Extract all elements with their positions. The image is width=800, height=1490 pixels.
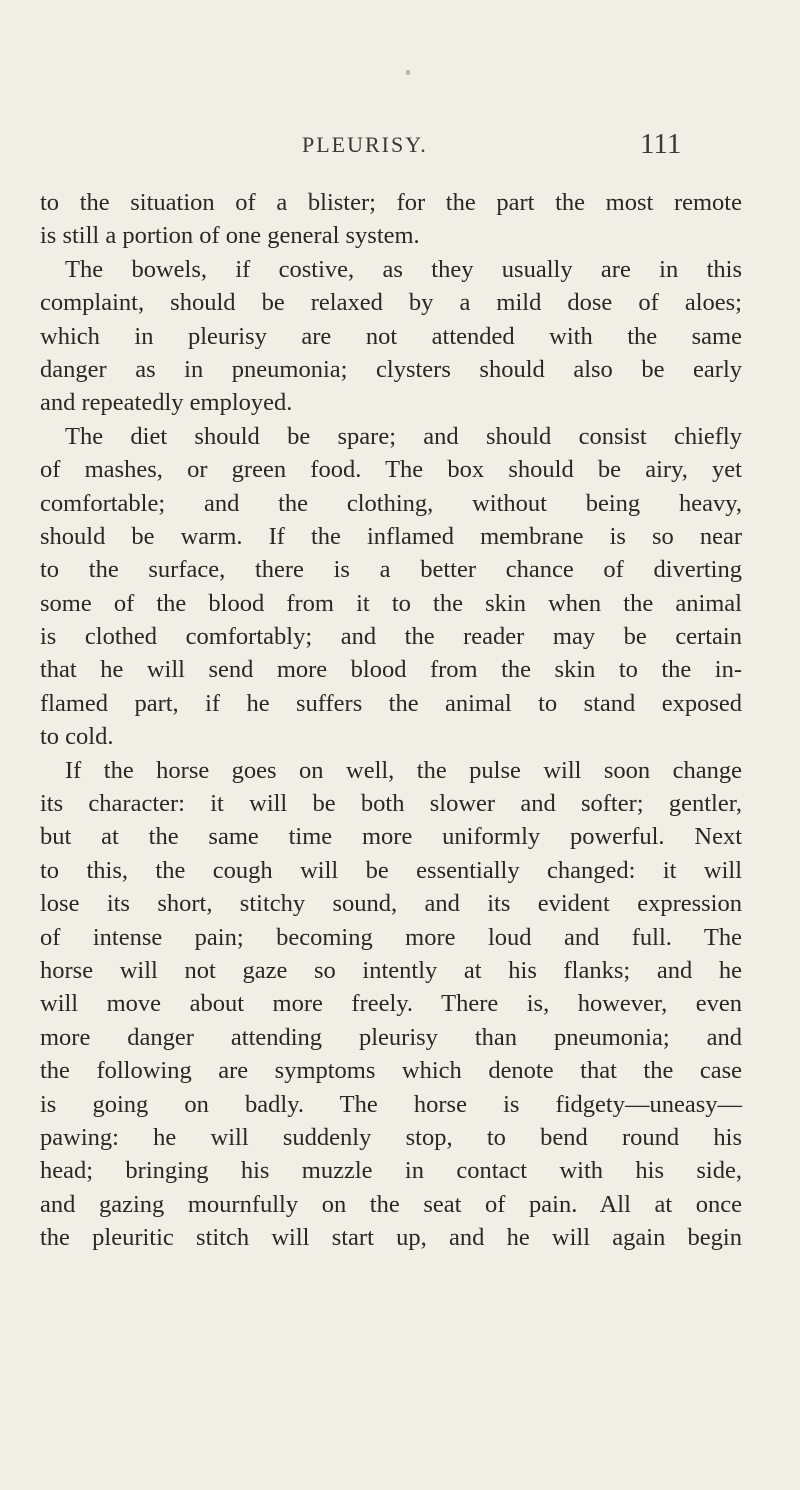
page-number: 111 — [640, 128, 682, 160]
text-line: danger as in pneumonia; clysters should also be early — [40, 355, 742, 383]
body-text — [40, 186, 742, 1255]
text-line: should be warm. If the inflamed membrane is so near — [40, 522, 742, 550]
running-title: PLEURISY. — [302, 132, 428, 157]
text-line: and repeatedly employed. — [40, 389, 293, 417]
text-line: horse will not gaze so intently at his flanks; and he — [40, 956, 742, 984]
text-line: that he will send more blood from the skin to the in- — [40, 656, 742, 684]
text-line: but at the same time more uniformly powerful. Next — [40, 823, 742, 851]
running-head — [0, 128, 800, 168]
ink-speck — [406, 70, 410, 75]
text-line: lose its short, stitchy sound, and its evident expression — [40, 890, 742, 918]
text-line: pawing: he will suddenly stop, to bend round his — [40, 1123, 742, 1151]
text-line: will move about more freely. There is, however, even — [40, 990, 742, 1018]
text-line: is still a portion of one general system. — [40, 222, 420, 250]
text-line: to the surface, there is a better chance of diverting — [40, 556, 742, 584]
text-line: complaint, should be relaxed by a mild dose of aloes; — [40, 289, 742, 317]
text-line: more danger attending pleurisy than pneumonia; and — [40, 1023, 742, 1051]
text-line: to cold. — [40, 723, 114, 751]
paragraph-first-line: The bowels, if costive, as they usually are in this — [65, 255, 742, 283]
text-line: some of the blood from it to the skin when the animal — [40, 589, 742, 617]
text-line: the pleuritic stitch will start up, and he will again begin — [40, 1224, 742, 1252]
text-line: the following are symptoms which denote that the case — [40, 1057, 742, 1085]
text-line: which in pleurisy are not attended with the same — [40, 322, 742, 350]
text-line: comfortable; and the clothing, without being heavy, — [40, 489, 742, 517]
text-line: its character: it will be both slower and softer; gentler, — [40, 790, 742, 818]
text-line: is going on badly. The horse is fidgety—uneasy— — [40, 1090, 742, 1118]
paragraph-first-line: The diet should be spare; and should consist chiefly — [65, 422, 742, 450]
text-line: to the situation of a blister; for the part the most remote — [40, 189, 742, 216]
text-line: head; bringing his muzzle in contact with his side, — [40, 1157, 742, 1185]
text-line: and gazing mournfully on the seat of pain. All at once — [40, 1190, 742, 1218]
text-line: flamed part, if he suffers the animal to stand exposed — [40, 689, 742, 717]
text-line: is clothed comfortably; and the reader may be certain — [40, 623, 742, 651]
paragraph-first-line: If the horse goes on well, the pulse will soon change — [65, 756, 742, 784]
text-line: of intense pain; becoming more loud and full. The — [40, 923, 742, 951]
text-line: of mashes, or green food. The box should be airy, yet — [40, 456, 742, 484]
text-line: to this, the cough will be essentially changed: it will — [40, 856, 742, 884]
